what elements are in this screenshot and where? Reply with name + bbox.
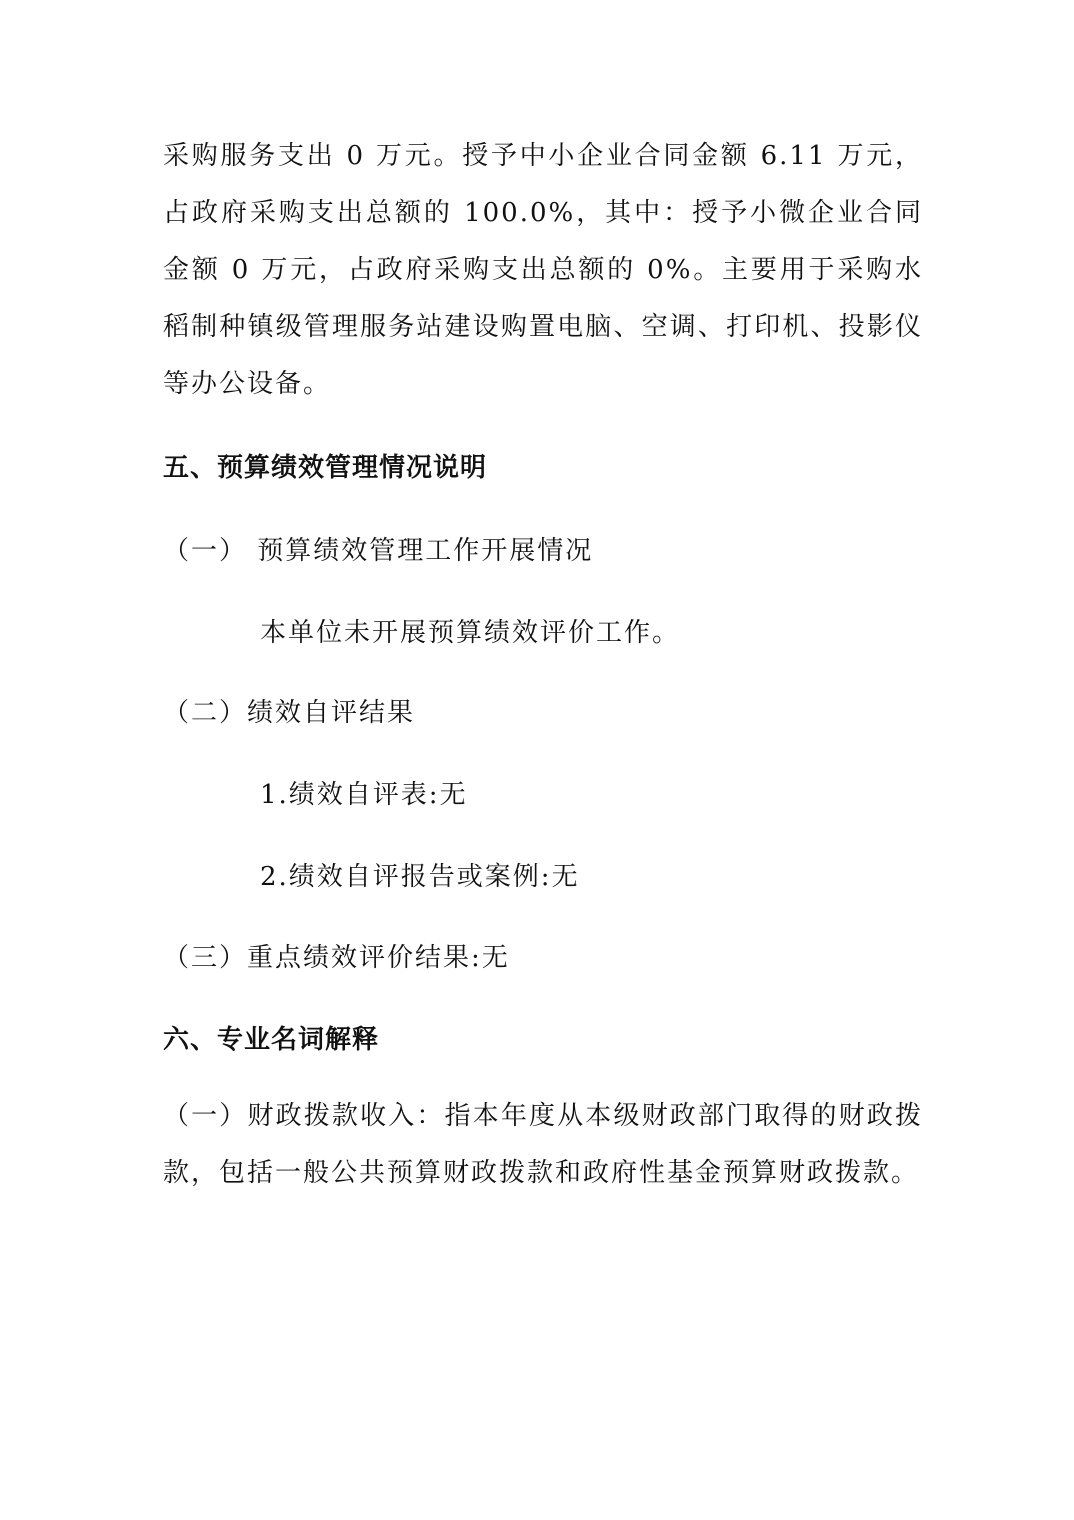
section-5-sub2-item-1: 1.绩效自评表:无 (260, 780, 468, 810)
section-5-subheading-2: （二）绩效自评结果 (163, 698, 416, 728)
section-5-sub1-body: 本单位未开展预算绩效评价工作。 (260, 618, 681, 648)
section-5-sub2-item-2: 2.绩效自评报告或案例:无 (260, 862, 580, 892)
section-5-heading: 五、预算绩效管理情况说明 (163, 453, 488, 483)
procurement-paragraph: 采购服务支出 0 万元。授予中小企业合同金额 6.11 万元，占政府采购支出总额的 100.0%，其中：授予小微企业合同金额 0 万元，占政府采购支出总额的 0%。主要用于采购水稻制种镇级管理服务站建设购置电脑、空调、打印机、投影仪等办公设备。 (163, 141, 923, 399)
section-5-subheading-1: （一） 预算绩效管理工作开展情况 (163, 536, 594, 566)
section-5-subheading-3: （三）重点绩效评价结果:无 (163, 943, 510, 973)
section-6-heading: 六、专业名词解释 (163, 1025, 380, 1055)
section-6-item-1: （一）财政拨款收入：指本年度从本级财政部门取得的财政拨款，包括一般公共预算财政拨款和政府性基金预算财政拨款。 (163, 1101, 923, 1188)
